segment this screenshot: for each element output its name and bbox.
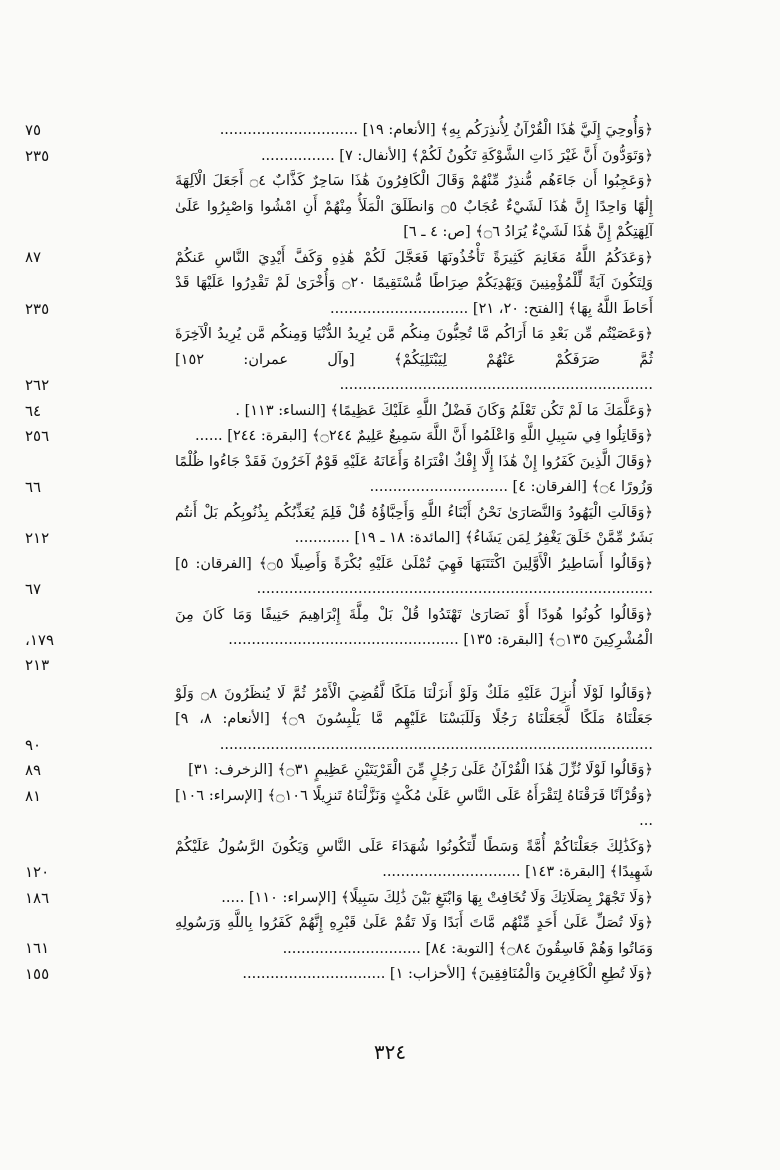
verse-text: ﴿وَقَاتِلُوا فِي سَبِيلِ اللَّهِ وَاعْلَمُوا أَنَّ اللَّهَ سَمِيعٌ عَلِيمٌ ۝٢٤٤﴾ [البقرة: ٢٤٤] ...... — [195, 428, 653, 444]
verse-text: ﴿وَقَالَتِ الْيَهُودُ وَالنَّصَارَىٰ نَحْنُ أَبْنَاءُ اللَّهِ وَأَحِبَّاؤُهُ قُلْ فَلِمَ يُعَذِّبُكُم بِذُنُوبِكُم بَلْ أَنتُم بَشَرٌ مِّمَّنْ خَلَقَ يَغْفِرُ لِمَن يَشَاءُ﴾ [المائدة: ١٨ ـ ١٩] ............ — [175, 504, 653, 546]
verse-text: ﴿وَقَالُوا لَوْلَا أُنزِلَ عَلَيْهِ مَلَكٌ وَلَوْ أَنزَلْنَا مَلَكًا لَّقُضِيَ الْأَمْرُ ثُمَّ لَا يُنظَرُونَ ۝٨ وَلَوْ جَعَلْنَاهُ مَلَكًا لَّجَعَلْنَاهُ رَجُلًا وَلَلَبَسْنَا عَلَيْهِم مَّا يَلْبِسُونَ ۝٩﴾ [الأنعام: ٨، ٩] .............................................................................................. — [175, 685, 653, 753]
verse-index-list — [25, 118, 653, 988]
page-reference: ٢١٢ — [25, 528, 50, 547]
index-entry — [25, 450, 653, 501]
verse-text: ﴿وَعَدَكُمُ اللَّهُ مَغَانِمَ كَثِيرَةً تَأْخُذُونَهَا فَعَجَّلَ لَكُمْ هَٰذِهِ وَكَفَّ أَيْدِيَ النَّاسِ عَنكُمْ وَلِتَكُونَ آيَةً لِّلْمُؤْمِنِينَ وَيَهْدِيَكُمْ صِرَاطًا مُّسْتَقِيمًا ۝٢٠ وَأُخْرَىٰ لَمْ تَقْدِرُوا عَلَيْهَا قَدْ أَحَاطَ اللَّهُ بِهَا﴾ [الفتح: ٢٠، ٢١] .............................. — [175, 249, 653, 317]
page-reference: ١٥٥ — [25, 965, 50, 983]
index-entry — [25, 835, 653, 886]
index-entry — [25, 682, 653, 759]
index-entry — [25, 118, 653, 144]
verse-text: ﴿وَلَا تُصَلِّ عَلَىٰ أَحَدٍ مِّنْهُم مَّاتَ أَبَدًا وَلَا تَقُمْ عَلَىٰ قَبْرِهِ إِنَّهُمْ كَفَرُوا بِاللَّهِ وَرَسُولِهِ وَمَاتُوا وَهُمْ فَاسِقُونَ ۝٨٤﴾ [التوبة: ٨٤] .............................. — [175, 915, 653, 957]
verse-text: ﴿وَتَوَدُّونَ أَنَّ غَيْرَ ذَاتِ الشَّوْكَةِ تَكُونُ لَكُمْ﴾ [الأنفال: ٧] ................ — [260, 147, 653, 164]
index-entry — [25, 758, 653, 784]
index-entry — [25, 424, 653, 450]
verse-text: ﴿وَأُوحِيَ إِلَيَّ هَٰذَا الْقُرْآنُ لِأُنذِرَكُم بِهِ﴾ [الأنعام: ١٩] .............................. — [219, 122, 653, 138]
page-reference: ١٢٠ — [25, 862, 50, 881]
index-entry — [25, 169, 653, 266]
verse-text: ﴿وَقَالُوا كُونُوا هُودًا أَوْ نَصَارَىٰ تَهْتَدُوا قُلْ بَلْ مِلَّةَ إِبْرَاهِيمَ حَنِيفًا وَمَا كَانَ مِنَ الْمُشْرِكِينَ ۝١٣٥﴾ [البقرة: ١٣٥] .................................................. — [175, 606, 653, 648]
verse-text: ﴿وَعَلَّمَكَ مَا لَمْ تَكُن تَعْلَمُ وَكَانَ فَضْلُ اللَّهِ عَلَيْكَ عَظِيمًا﴾ [النساء: ١١٣] . — [235, 402, 653, 419]
page-reference: ٩٠ — [25, 735, 42, 754]
page-reference: ١٨٦ — [25, 888, 50, 907]
page-reference: ٦٦ — [25, 477, 42, 496]
page-number: ٣٢٤ — [373, 1040, 407, 1064]
index-entry — [25, 603, 653, 674]
verse-text: ﴿وَقَالَ الَّذِينَ كَفَرُوا إِنْ هَٰذَا إِلَّا إِفْكٌ افْتَرَاهُ وَأَعَانَهُ عَلَيْهِ قَوْمٌ آخَرُونَ فَقَدْ جَاءُوا ظُلْمًا وَزُورًا ۝٤﴾ [الفرقان: ٤] .............................. — [175, 453, 653, 495]
index-entry — [25, 552, 653, 603]
verse-text: ﴿وَقُرْآنًا فَرَقْنَاهُ لِتَقْرَأَهُ عَلَى النَّاسِ عَلَىٰ مُكْثٍ وَنَزَّلْنَاهُ تَنزِيلًا ۝١٠٦﴾ [الإسراء: ١٠٦] ... — [175, 787, 653, 829]
page-reference: ٧٥ — [25, 121, 42, 139]
verse-text: ﴿وَعَجِبُوا أَن جَاءَهُم مُّنذِرٌ مِّنْهُمْ وَقَالَ الْكَافِرُونَ هَٰذَا سَاحِرٌ كَذَّابٌ ۝٤ أَجَعَلَ الْآلِهَةَ إِلَٰهًا وَاحِدًا إِنَّ هَٰذَا لَشَيْءٌ عُجَابٌ ۝٥ وَانطَلَقَ الْمَلَأُ مِنْهُمْ أَنِ امْشُوا وَاصْبِرُوا عَلَىٰ آلِهَتِكُمْ إِنَّ هَٰذَا لَشَيْءٌ يُرَادُ ۝٦﴾ [ص: ٤ ـ ٦] — [175, 173, 653, 240]
index-entry — [25, 784, 653, 835]
verse-text: ﴿وَلَا تَجْهَرْ بِصَلَاتِكَ وَلَا تُخَافِتْ بِهَا وَابْتَغِ بَيْنَ ذَٰلِكَ سَبِيلًا﴾ [الإسراء: ١١٠] ..... — [221, 889, 653, 906]
page-reference: ٦٧ — [25, 579, 42, 598]
verse-text: ﴿وَكَذَٰلِكَ جَعَلْنَاكُمْ أُمَّةً وَسَطًا لِّتَكُونُوا شُهَدَاءَ عَلَى النَّاسِ وَيَكُونَ الرَّسُولُ عَلَيْكُمْ شَهِيدًا﴾ [البقرة: ١٤٣] .............................. — [175, 838, 653, 880]
index-entry — [25, 399, 653, 425]
page-reference: ٢٣٥ — [25, 146, 50, 165]
spacer — [175, 654, 653, 682]
page-reference: ٢٥٦ — [25, 427, 50, 445]
index-entry — [25, 501, 653, 552]
page-reference: ١٧٩، ٢١٣ — [25, 630, 55, 674]
verse-text: ﴿وَلَا تُطِعِ الْكَافِرِينَ وَالْمُنَافِقِينَ﴾ [الأحزاب: ١] ............................... — [242, 966, 653, 982]
index-entry — [25, 144, 653, 170]
page-reference: ١٦١ — [25, 939, 50, 957]
verse-text: ﴿وَعَصَيْتُم مِّن بَعْدِ مَا أَرَاكُم مَّا تُحِبُّونَ مِنكُم مَّن يُرِيدُ الدُّنْيَا وَمِنكُم مَّن يُرِيدُ الْآخِرَةَ ثُمَّ صَرَفَكُمْ عَنْهُمْ لِيَبْتَلِيَكُمْ﴾ [وآل عمران: ١٥٢] .................................................................... — [175, 326, 653, 393]
page-reference: ٨٩ — [25, 761, 42, 779]
index-entry — [25, 886, 653, 912]
index-entry — [25, 962, 653, 988]
index-entry — [25, 322, 653, 399]
verse-text: ﴿وَقَالُوا أَسَاطِيرُ الْأَوَّلِينَ اكْتَتَبَهَا فَهِيَ تُمْلَىٰ عَلَيْهِ بُكْرَةً وَأَصِيلًا ۝٥﴾ [الفرقان: ٥] ...................................................................................... — [175, 555, 653, 597]
page-reference: ٨٧ — [25, 248, 42, 266]
index-entry — [25, 911, 653, 962]
page-reference: ٨١ — [25, 786, 42, 805]
page-reference: ٦٤ — [25, 401, 42, 420]
page-reference: ٢٣٥ — [25, 299, 50, 318]
verse-text: ﴿وَقَالُوا لَوْلَا نُزِّلَ هَٰذَا الْقُرْآنُ عَلَىٰ رَجُلٍ مِّنَ الْقَرْيَتَيْنِ عَظِيمٍ ۝٣١﴾ [الزخرف: ٣١] — [188, 762, 653, 778]
page-reference: ٢٦٢ — [25, 376, 50, 394]
